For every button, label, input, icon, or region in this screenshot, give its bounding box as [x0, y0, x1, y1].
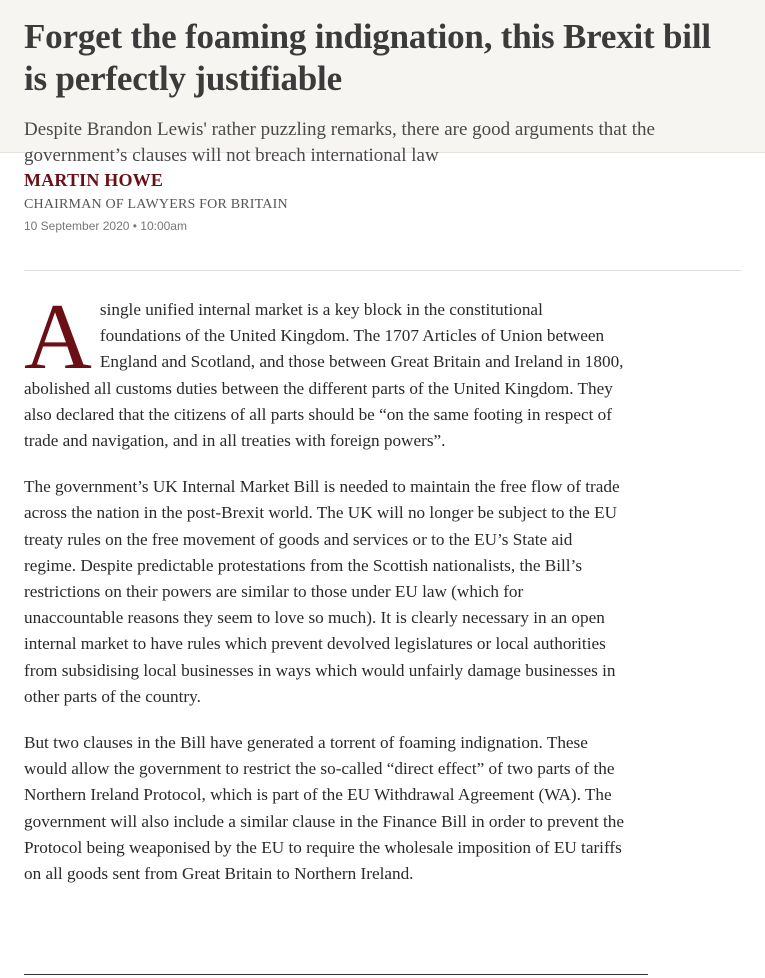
drop-cap: A [24, 285, 92, 389]
article-body [0, 271, 650, 887]
bottom-divider [24, 974, 648, 975]
publish-date: 10 September 2020 • 10:00am [24, 219, 187, 233]
article-paragraph-2: The government’s UK Internal Market Bill is needed to maintain the free flow of trade across the nation in the post-Brexit world. The UK will no longer be subject to the EU treaty rules on the free movement of goods and services or to the EU’s State aid regime. Despite predictable protestations from the Scottish nationalists, the Bill’s restrictions on their powers are similar to those under EU law (which for unaccountable reasons they seem to love so much). It is clearly necessary in an open internal market to have rules which prevent devolved legislatures or local authorities from subsidising local businesses in ways which would unfairly damage businesses in other parts of the country. [24, 477, 620, 706]
article-paragraph-1 [24, 285, 626, 454]
author-role: CHAIRMAN OF LAWYERS FOR BRITAIN [24, 197, 288, 212]
standfirst: Despite Brandon Lewis' rather puzzling remarks, there are good arguments that the government’s clauses will not breach international law [24, 119, 655, 166]
author-name[interactable]: MARTIN HOWE [24, 170, 164, 190]
headline: Forget the foaming indignation, this Brexit bill is perfectly justifiable [24, 17, 711, 98]
byline [0, 153, 765, 270]
paragraph-1-text: single unified internal market is a key block in the constitutional foundations of the United Kingdom. The 1707 Articles of Union between England and Scotland, and those between Great Britain and Ireland in 1800, abolished all customs duties between the different parts of the United Kingdom. They also declared that the citizens of all parts should be “on the same footing in respect of trade and navigation, and in all treaties with foreign powers”. [24, 300, 624, 451]
article-header [0, 0, 765, 166]
article-paragraph-3: But two clauses in the Bill have generated a torrent of foaming indignation. These would allow the government to restrict the so-called “direct effect” of two parts of the Northern Ireland Protocol, which is part of the EU Withdrawal Agreement (WA). The government will also include a similar clause in the Finance Bill in order to prevent the Protocol being weaponised by the EU to require the wholesale imposition of EU tariffs on all goods sent from Great Britain to Northern Ireland. [24, 733, 624, 884]
